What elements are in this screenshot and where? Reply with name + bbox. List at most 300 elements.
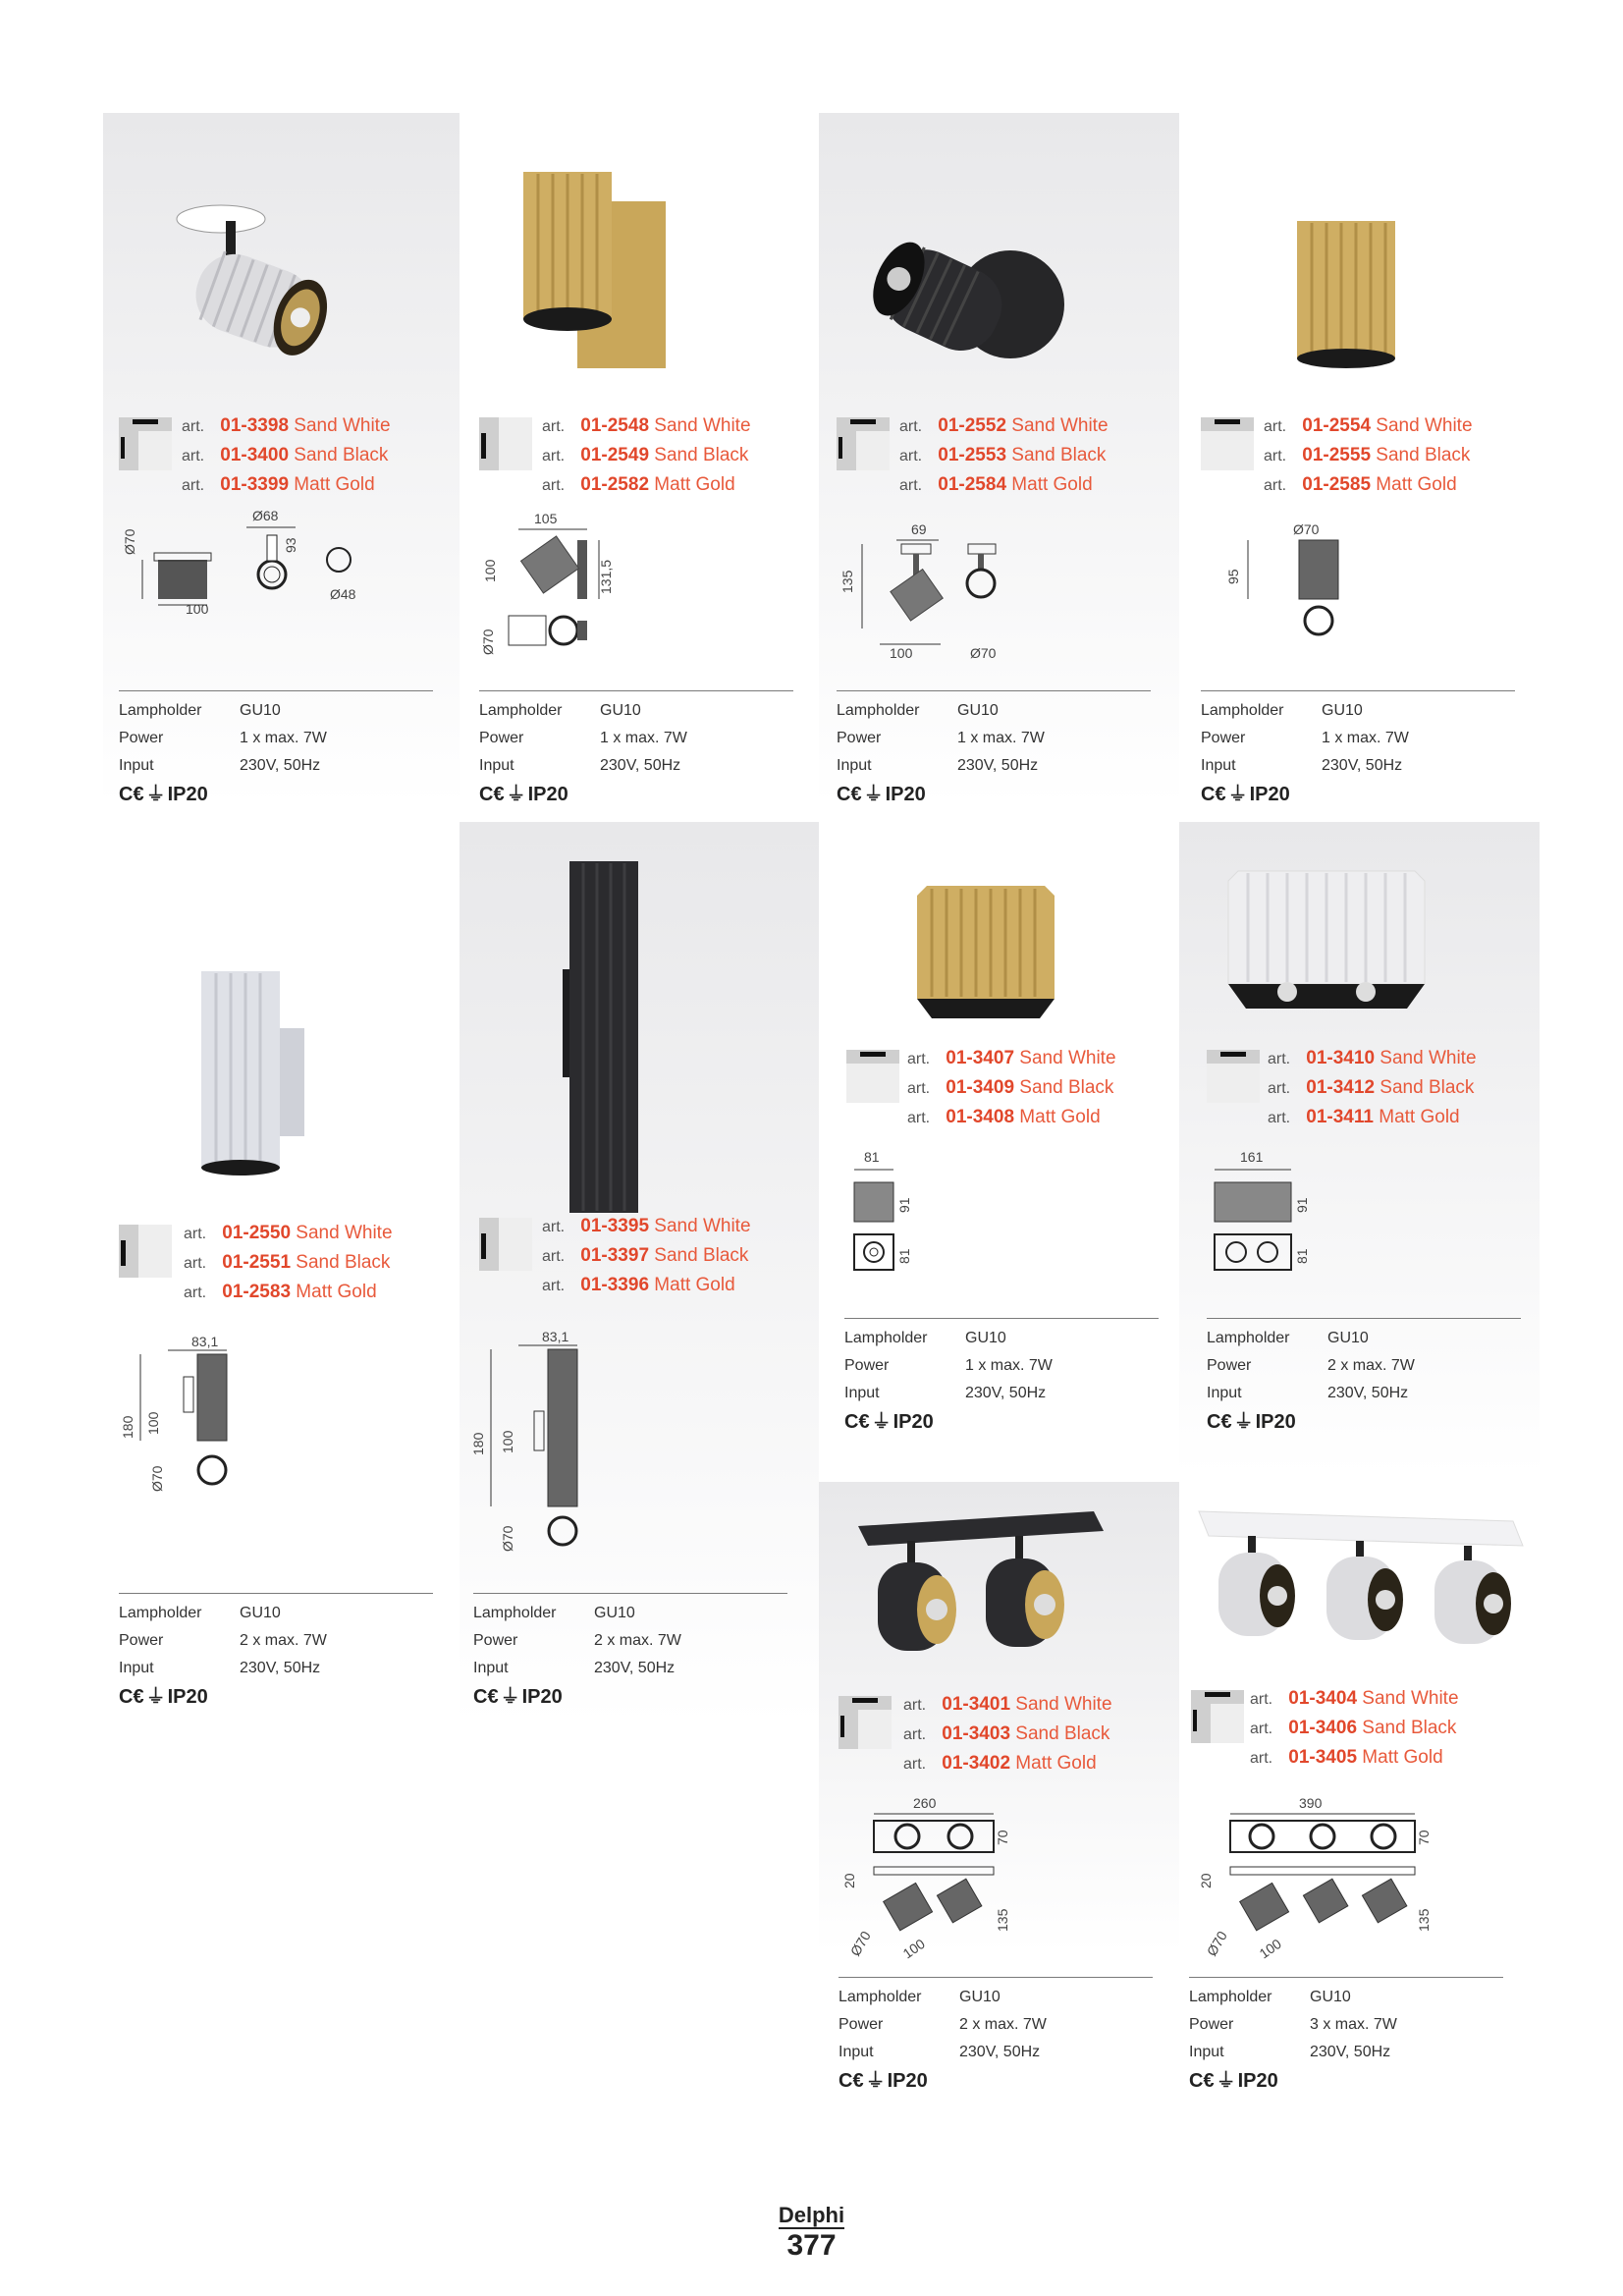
dim-label: 70 bbox=[1416, 1830, 1432, 1845]
earth-ground-icon: ⏚ bbox=[1216, 2070, 1236, 2092]
spec-key: Power bbox=[119, 730, 164, 746]
spec-row bbox=[473, 1655, 787, 1682]
article-list bbox=[903, 1690, 1112, 1778]
product-card-3 bbox=[819, 113, 1179, 805]
finish-name: Matt Gold bbox=[654, 1275, 735, 1295]
dim-label: 69 bbox=[911, 521, 927, 537]
certification-marks bbox=[837, 780, 1151, 809]
article-row bbox=[899, 411, 1109, 441]
art-label: art. bbox=[899, 448, 923, 465]
surface-mount-icon bbox=[1201, 417, 1254, 470]
spec-table bbox=[119, 690, 433, 809]
ce-mark-icon: C€ bbox=[1189, 2070, 1215, 2092]
spec-key: Power bbox=[839, 2016, 884, 2033]
product-photo bbox=[460, 842, 819, 1215]
spec-row bbox=[473, 1600, 787, 1627]
finish-name: Sand Black bbox=[654, 445, 749, 465]
dim-label: 135 bbox=[1416, 1908, 1432, 1932]
art-label: art. bbox=[542, 477, 566, 494]
wall-mount-icon bbox=[479, 417, 532, 470]
spec-value: 230V, 50Hz bbox=[600, 757, 681, 774]
spec-table bbox=[1207, 1318, 1521, 1437]
art-label: art. bbox=[1268, 1080, 1291, 1097]
spec-value: GU10 bbox=[959, 1989, 1001, 2005]
spec-value: 1 x max. 7W bbox=[600, 730, 687, 746]
spec-row bbox=[839, 1984, 1153, 2011]
article-row bbox=[903, 1749, 1112, 1778]
finish-name: Matt Gold bbox=[1376, 474, 1457, 495]
art-label: art. bbox=[899, 477, 923, 494]
dim-label: Ø70 bbox=[1203, 1928, 1230, 1959]
article-row bbox=[1250, 1684, 1459, 1714]
art-label: art. bbox=[1268, 1110, 1291, 1126]
dim-label: 260 bbox=[913, 1795, 937, 1811]
art-label: art. bbox=[1264, 448, 1287, 465]
article-code: 01-3396 bbox=[580, 1275, 650, 1295]
spec-value: 1 x max. 7W bbox=[965, 1357, 1053, 1374]
spec-value: 2 x max. 7W bbox=[1327, 1357, 1415, 1374]
spec-value: 230V, 50Hz bbox=[957, 757, 1039, 774]
dim-label: 81 bbox=[1294, 1248, 1310, 1264]
technical-drawing bbox=[846, 1148, 994, 1285]
spec-key: Input bbox=[479, 757, 514, 774]
finish-name: Matt Gold bbox=[296, 1282, 377, 1302]
article-row bbox=[542, 470, 751, 500]
spec-key: Input bbox=[837, 757, 872, 774]
finish-name: Sand White bbox=[296, 1223, 393, 1243]
article-code: 01-3404 bbox=[1288, 1688, 1358, 1709]
dim-label: Ø70 bbox=[480, 629, 496, 655]
surface-mount-icon bbox=[1191, 1690, 1244, 1743]
article-list bbox=[542, 1212, 751, 1300]
spec-row bbox=[837, 697, 1151, 725]
spec-row bbox=[1201, 752, 1515, 780]
spec-row bbox=[844, 1325, 1159, 1352]
spec-table bbox=[119, 1593, 433, 1712]
article-row bbox=[182, 411, 391, 441]
art-label: art. bbox=[182, 448, 205, 465]
article-code: 01-3412 bbox=[1306, 1077, 1376, 1098]
certification-marks bbox=[844, 1407, 1159, 1437]
article-row bbox=[542, 1241, 751, 1271]
spec-key: Lampholder bbox=[1189, 1989, 1272, 2005]
product-card-9 bbox=[819, 1482, 1179, 2110]
art-label: art. bbox=[1264, 477, 1287, 494]
brand-name bbox=[0, 2203, 1623, 2228]
spec-key: Input bbox=[119, 757, 154, 774]
art-label: art. bbox=[542, 1248, 566, 1265]
spec-key: Lampholder bbox=[119, 702, 202, 719]
spec-key: Lampholder bbox=[1207, 1330, 1290, 1346]
certification-marks bbox=[839, 2066, 1153, 2096]
article-code: 01-3399 bbox=[220, 474, 290, 495]
article-list bbox=[542, 411, 751, 500]
article-code: 01-3397 bbox=[580, 1245, 650, 1266]
article-code: 01-2555 bbox=[1302, 445, 1372, 465]
spec-value: 230V, 50Hz bbox=[1327, 1385, 1409, 1401]
earth-ground-icon: ⏚ bbox=[863, 784, 884, 805]
spec-value: 230V, 50Hz bbox=[1310, 2044, 1391, 2060]
article-code: 01-3410 bbox=[1306, 1048, 1376, 1068]
spec-row bbox=[1207, 1380, 1521, 1407]
certification-marks bbox=[1207, 1407, 1521, 1437]
technical-drawing bbox=[1189, 1794, 1434, 1971]
spec-row bbox=[119, 752, 433, 780]
product-photo bbox=[1179, 851, 1540, 1038]
dim-label: 100 bbox=[890, 645, 913, 661]
spec-value: 3 x max. 7W bbox=[1310, 2016, 1397, 2033]
spec-key: Power bbox=[479, 730, 524, 746]
ce-mark-icon: C€ bbox=[844, 1411, 870, 1433]
article-row bbox=[899, 470, 1109, 500]
ip-rating: IP20 bbox=[521, 1686, 563, 1708]
spec-table bbox=[479, 690, 793, 809]
spec-row bbox=[119, 1600, 433, 1627]
ce-mark-icon: C€ bbox=[839, 2070, 864, 2092]
article-row bbox=[1250, 1714, 1459, 1743]
article-row bbox=[907, 1073, 1116, 1103]
article-row bbox=[542, 441, 751, 470]
spec-row bbox=[1207, 1325, 1521, 1352]
dim-label: 390 bbox=[1299, 1795, 1323, 1811]
spec-row bbox=[839, 2011, 1153, 2039]
certification-marks bbox=[473, 1682, 787, 1712]
ce-mark-icon: C€ bbox=[837, 784, 862, 805]
finish-name: Sand Black bbox=[294, 445, 389, 465]
article-row bbox=[903, 1720, 1112, 1749]
art-label: art. bbox=[182, 418, 205, 435]
dim-label: Ø70 bbox=[970, 645, 997, 661]
article-list bbox=[182, 411, 391, 500]
finish-name: Sand White bbox=[654, 1216, 751, 1236]
spec-key: Lampholder bbox=[473, 1605, 557, 1621]
article-list bbox=[184, 1219, 393, 1307]
article-code: 01-3401 bbox=[942, 1694, 1011, 1715]
product-photo bbox=[103, 959, 460, 1195]
dim-label: 161 bbox=[1240, 1149, 1264, 1165]
article-row bbox=[184, 1219, 393, 1248]
earth-ground-icon: ⏚ bbox=[145, 1686, 166, 1708]
spec-key: Input bbox=[1189, 2044, 1224, 2060]
finish-name: Sand Black bbox=[296, 1252, 391, 1273]
article-code: 01-2550 bbox=[222, 1223, 292, 1243]
dim-label: 81 bbox=[864, 1149, 880, 1165]
article-code: 01-3406 bbox=[1288, 1718, 1358, 1738]
article-row bbox=[1264, 411, 1473, 441]
surface-mount-icon bbox=[846, 1050, 899, 1103]
product-photo bbox=[819, 871, 1179, 1038]
article-row bbox=[542, 411, 751, 441]
dim-label: Ø70 bbox=[846, 1928, 874, 1959]
spec-value: 230V, 50Hz bbox=[240, 1660, 321, 1676]
spec-value: 1 x max. 7W bbox=[957, 730, 1045, 746]
earth-ground-icon: ⏚ bbox=[865, 2070, 886, 2092]
certification-marks bbox=[479, 780, 793, 809]
spec-row bbox=[119, 1655, 433, 1682]
dim-label: Ø70 bbox=[122, 528, 137, 555]
spec-row bbox=[1189, 2011, 1503, 2039]
article-row bbox=[1268, 1103, 1477, 1132]
dim-label: 100 bbox=[186, 601, 209, 617]
spec-key: Power bbox=[837, 730, 882, 746]
article-row bbox=[542, 1212, 751, 1241]
spec-row bbox=[1201, 697, 1515, 725]
art-label: art. bbox=[903, 1726, 927, 1743]
spec-row bbox=[1207, 1352, 1521, 1380]
spec-key: Power bbox=[844, 1357, 890, 1374]
earth-ground-icon: ⏚ bbox=[871, 1411, 892, 1433]
earth-ground-icon: ⏚ bbox=[500, 1686, 520, 1708]
spec-key: Input bbox=[844, 1385, 880, 1401]
article-row bbox=[184, 1278, 393, 1307]
finish-name: Sand Black bbox=[1011, 445, 1107, 465]
product-card-6 bbox=[460, 822, 819, 1725]
technical-drawing bbox=[1218, 520, 1366, 658]
article-code: 01-3405 bbox=[1288, 1747, 1358, 1768]
article-row bbox=[542, 1271, 751, 1300]
dim-label: 100 bbox=[899, 1935, 928, 1962]
spec-key: Lampholder bbox=[844, 1330, 928, 1346]
earth-ground-icon: ⏚ bbox=[1233, 1411, 1254, 1433]
wall-mount-icon bbox=[119, 1225, 172, 1278]
technical-drawing bbox=[119, 1333, 315, 1500]
surface-mount-icon bbox=[839, 1696, 892, 1749]
article-list bbox=[1250, 1684, 1459, 1773]
spec-row bbox=[473, 1627, 787, 1655]
spec-row bbox=[119, 1627, 433, 1655]
finish-name: Sand Black bbox=[1380, 1077, 1475, 1098]
technical-drawing bbox=[833, 1794, 1029, 1971]
article-code: 01-2553 bbox=[938, 445, 1007, 465]
finish-name: Matt Gold bbox=[1011, 474, 1093, 495]
product-photo bbox=[819, 1502, 1179, 1698]
spec-value: 230V, 50Hz bbox=[959, 2044, 1041, 2060]
dim-label: 70 bbox=[995, 1830, 1010, 1845]
dim-label: 93 bbox=[283, 537, 298, 553]
dim-label: 20 bbox=[841, 1873, 857, 1888]
article-list bbox=[899, 411, 1109, 500]
spec-key: Power bbox=[1207, 1357, 1252, 1374]
dim-label: 135 bbox=[839, 570, 855, 593]
art-label: art. bbox=[1268, 1051, 1291, 1067]
spec-value: GU10 bbox=[240, 1605, 281, 1621]
spec-key: Input bbox=[1201, 757, 1236, 774]
spec-value: 2 x max. 7W bbox=[959, 2016, 1047, 2033]
certification-marks bbox=[119, 1682, 433, 1712]
ip-rating: IP20 bbox=[167, 784, 208, 805]
spec-value: 2 x max. 7W bbox=[240, 1632, 327, 1649]
article-row bbox=[1264, 470, 1473, 500]
art-label: art. bbox=[184, 1255, 207, 1272]
article-row bbox=[899, 441, 1109, 470]
technical-drawing bbox=[833, 520, 1078, 668]
earth-ground-icon: ⏚ bbox=[145, 784, 166, 805]
article-code: 01-2584 bbox=[938, 474, 1007, 495]
article-code: 01-2552 bbox=[938, 415, 1007, 436]
art-label: art. bbox=[903, 1697, 927, 1714]
spec-value: GU10 bbox=[600, 702, 641, 719]
dim-label: Ø70 bbox=[1293, 521, 1320, 537]
spec-value: GU10 bbox=[594, 1605, 635, 1621]
finish-name: Sand Black bbox=[1362, 1718, 1457, 1738]
spec-key: Input bbox=[473, 1660, 509, 1676]
article-code: 01-3402 bbox=[942, 1753, 1011, 1774]
article-code: 01-2585 bbox=[1302, 474, 1372, 495]
spec-value: GU10 bbox=[957, 702, 999, 719]
dim-label: 95 bbox=[1225, 569, 1241, 584]
technical-drawing bbox=[1207, 1148, 1383, 1285]
ce-mark-icon: C€ bbox=[119, 784, 144, 805]
wall-mount-icon bbox=[479, 1218, 532, 1271]
dim-label: 91 bbox=[1294, 1197, 1310, 1213]
recessed-mount-icon bbox=[119, 417, 172, 470]
article-code: 01-3408 bbox=[946, 1107, 1015, 1127]
spec-row bbox=[119, 697, 433, 725]
article-row bbox=[1264, 441, 1473, 470]
product-card-2 bbox=[460, 113, 819, 805]
article-row bbox=[184, 1248, 393, 1278]
finish-name: Sand Black bbox=[1015, 1723, 1110, 1744]
dim-label: Ø48 bbox=[330, 586, 356, 602]
art-label: art. bbox=[1250, 1750, 1273, 1767]
spec-key: Lampholder bbox=[839, 1989, 922, 2005]
certification-marks bbox=[1189, 2066, 1503, 2096]
spec-value: GU10 bbox=[1327, 1330, 1369, 1346]
ip-rating: IP20 bbox=[893, 1411, 934, 1433]
art-label: art. bbox=[899, 418, 923, 435]
spec-row bbox=[1189, 1984, 1503, 2011]
art-label: art. bbox=[542, 418, 566, 435]
article-code: 01-2551 bbox=[222, 1252, 292, 1273]
technical-drawing bbox=[119, 506, 364, 624]
ip-rating: IP20 bbox=[885, 784, 926, 805]
page-number: 377 bbox=[786, 2229, 837, 2262]
spec-key: Power bbox=[119, 1632, 164, 1649]
article-code: 01-2583 bbox=[222, 1282, 292, 1302]
ip-rating: IP20 bbox=[1255, 1411, 1296, 1433]
article-code: 01-2549 bbox=[580, 445, 650, 465]
spec-value: 2 x max. 7W bbox=[594, 1632, 681, 1649]
art-label: art. bbox=[1250, 1721, 1273, 1737]
spec-table bbox=[844, 1318, 1159, 1437]
spec-row bbox=[844, 1352, 1159, 1380]
product-card-5 bbox=[103, 822, 460, 1725]
spec-value: 230V, 50Hz bbox=[240, 757, 321, 774]
spec-row bbox=[119, 725, 433, 752]
spec-value: GU10 bbox=[1310, 1989, 1351, 2005]
spec-row bbox=[837, 725, 1151, 752]
spec-row bbox=[839, 2039, 1153, 2066]
surface-mount-icon bbox=[1207, 1050, 1260, 1103]
article-row bbox=[182, 441, 391, 470]
spec-row bbox=[844, 1380, 1159, 1407]
surface-mount-icon bbox=[837, 417, 890, 470]
spec-key: Power bbox=[1201, 730, 1246, 746]
article-list bbox=[907, 1044, 1116, 1132]
spec-value: 230V, 50Hz bbox=[965, 1385, 1047, 1401]
article-code: 01-2548 bbox=[580, 415, 650, 436]
article-row bbox=[907, 1044, 1116, 1073]
article-code: 01-2582 bbox=[580, 474, 650, 495]
art-label: art. bbox=[907, 1051, 931, 1067]
ce-mark-icon: C€ bbox=[479, 784, 505, 805]
article-code: 01-3400 bbox=[220, 445, 290, 465]
article-row bbox=[1268, 1073, 1477, 1103]
spec-value: GU10 bbox=[240, 702, 281, 719]
spec-row bbox=[479, 697, 793, 725]
dim-label: 83,1 bbox=[542, 1329, 569, 1344]
finish-name: Matt Gold bbox=[654, 474, 735, 495]
ip-rating: IP20 bbox=[887, 2070, 928, 2092]
art-label: art. bbox=[1264, 418, 1287, 435]
spec-table bbox=[837, 690, 1151, 809]
finish-name: Sand White bbox=[654, 415, 751, 436]
article-row bbox=[903, 1690, 1112, 1720]
finish-name: Matt Gold bbox=[1015, 1753, 1097, 1774]
finish-name: Sand White bbox=[1011, 415, 1109, 436]
finish-name: Matt Gold bbox=[1379, 1107, 1460, 1127]
dim-label: 180 bbox=[120, 1415, 135, 1439]
finish-name: Matt Gold bbox=[1019, 1107, 1101, 1127]
spec-key: Lampholder bbox=[479, 702, 563, 719]
spec-key: Lampholder bbox=[1201, 702, 1284, 719]
technical-drawing bbox=[469, 1328, 666, 1558]
spec-value: GU10 bbox=[1322, 702, 1363, 719]
dim-label: 180 bbox=[470, 1432, 486, 1455]
spec-value: GU10 bbox=[965, 1330, 1006, 1346]
dim-label: 83,1 bbox=[191, 1334, 219, 1349]
dim-label: 105 bbox=[534, 511, 558, 526]
ip-rating: IP20 bbox=[167, 1686, 208, 1708]
spec-table bbox=[1189, 1977, 1503, 2096]
product-card-7 bbox=[819, 822, 1179, 1475]
art-label: art. bbox=[542, 448, 566, 465]
art-label: art. bbox=[184, 1285, 207, 1301]
brand-label: Delphi bbox=[778, 2203, 845, 2227]
spec-row bbox=[1189, 2039, 1503, 2066]
art-label: art. bbox=[182, 477, 205, 494]
ce-mark-icon: C€ bbox=[1207, 1411, 1232, 1433]
spec-key: Power bbox=[1189, 2016, 1234, 2033]
finish-name: Sand White bbox=[1015, 1694, 1112, 1715]
spec-row bbox=[1201, 725, 1515, 752]
dim-label: Ø70 bbox=[500, 1525, 515, 1552]
spec-value: 1 x max. 7W bbox=[1322, 730, 1409, 746]
spec-table bbox=[473, 1593, 787, 1712]
technical-drawing bbox=[479, 506, 725, 663]
ip-rating: IP20 bbox=[527, 784, 568, 805]
finish-name: Sand White bbox=[294, 415, 391, 436]
article-list bbox=[1268, 1044, 1477, 1132]
dim-label: Ø70 bbox=[149, 1465, 165, 1492]
earth-ground-icon: ⏚ bbox=[1227, 784, 1248, 805]
finish-name: Sand Black bbox=[1376, 445, 1471, 465]
dim-label: Ø68 bbox=[252, 508, 279, 523]
finish-name: Sand White bbox=[1019, 1048, 1116, 1068]
art-label: art. bbox=[542, 1278, 566, 1294]
art-label: art. bbox=[184, 1226, 207, 1242]
article-code: 01-3403 bbox=[942, 1723, 1011, 1744]
dim-label: 100 bbox=[1256, 1935, 1284, 1962]
ce-mark-icon: C€ bbox=[473, 1686, 499, 1708]
dim-label: 91 bbox=[896, 1197, 912, 1213]
article-code: 01-2554 bbox=[1302, 415, 1372, 436]
article-row bbox=[1250, 1743, 1459, 1773]
spec-row bbox=[837, 752, 1151, 780]
dim-label: 81 bbox=[896, 1248, 912, 1264]
product-card-4 bbox=[1179, 113, 1540, 805]
certification-marks bbox=[119, 780, 433, 809]
